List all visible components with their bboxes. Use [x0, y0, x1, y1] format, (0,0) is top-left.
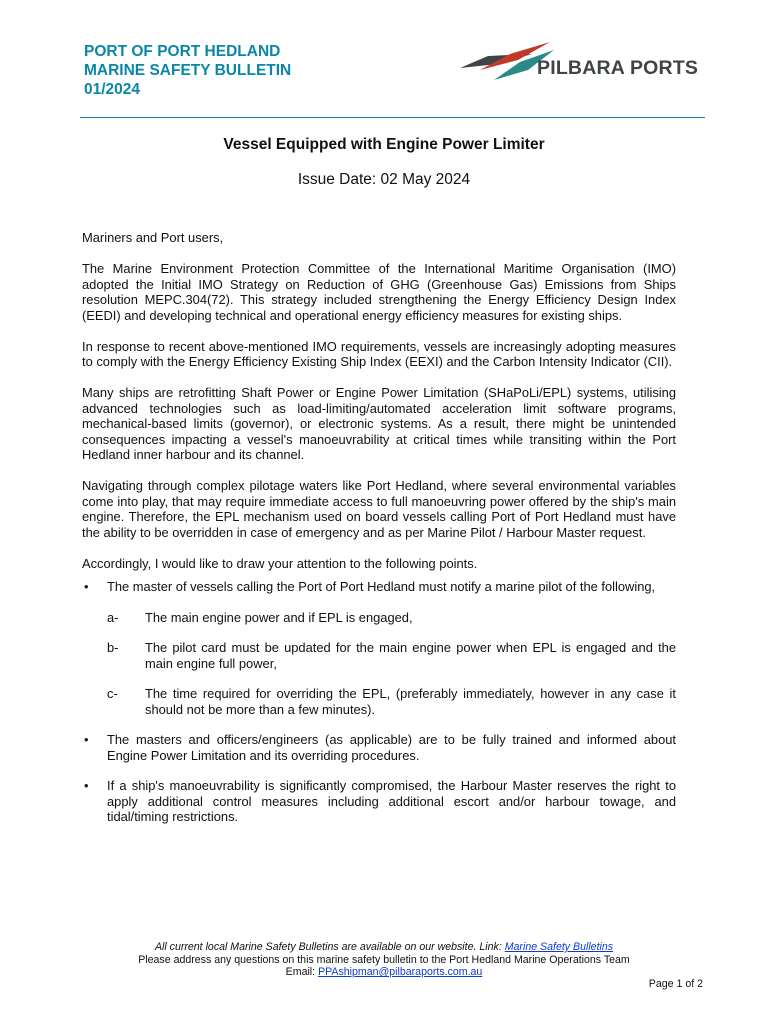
salutation: Mariners and Port users,	[82, 230, 224, 245]
sub-text: The main engine power and if EPL is engaged,	[145, 609, 413, 625]
issue-date-line	[0, 171, 768, 189]
bulletin-header-title	[84, 42, 414, 99]
footer-email-label: Email:	[285, 966, 316, 978]
document-title: Vessel Equipped with Engine Power Limiter	[223, 136, 545, 153]
list-item	[82, 732, 676, 763]
page-number: Page 1 of 2	[648, 978, 703, 990]
bullet-text: If a ship's manoeuvrability is significantly compromised, the Harbour Master reserves the right to apply additional control measures including additional escort and/or harbour towage, and tidal/timing restrictions.	[107, 778, 676, 824]
paragraph-imo-strategy: The Marine Environment Protection Committee of the International Maritime Organisation (IMO) adopted the Initial IMO Strategy on Reduction of GHG (Greenhouse Gas) Emissions from Ships resolution MEPC.304(72). This strategy included strengthening the Energy Efficiency Design Index (EEDI) and developing technical and operational energy efficiency measures for existing ships.	[82, 261, 676, 323]
lead-in: Accordingly, I would like to draw your attention to the following points.	[82, 555, 478, 571]
bullet-icon: •	[84, 732, 89, 747]
sub-letter: a-	[107, 609, 119, 625]
sub-list	[107, 610, 676, 718]
header-line-number: 01/2024	[84, 81, 141, 98]
paragraph-pilotage-waters: Navigating through complex pilotage waters like Port Hedland, where several environmental variables come into play, that may require immediate access to full manoeuvring power offered by the ship's main engine. Therefore, the EPL mechanism used on board vessels calling Port of Port Hedland must have the ability to be overridden in case of emergency and as per Marine Pilot / Harbour Master request.	[82, 478, 676, 540]
sub-item-b	[107, 640, 676, 671]
sub-item-a	[107, 610, 676, 626]
footer-website-note: All current local Marine Safety Bulletins are available on our website. Link:	[154, 941, 502, 953]
header-line-bulletin: MARINE SAFETY BULLETIN	[84, 62, 292, 79]
footer-contact-note: Please address any questions on this marine safety bulletin to the Port Hedland Marine Operations Team	[138, 953, 630, 966]
footer	[0, 941, 768, 979]
bullet-text: The master of vessels calling the Port of Port Hedland must notify a marine pilot of the following,	[107, 579, 656, 594]
bulletin-body	[82, 230, 676, 825]
email-link[interactable]: PPAshipman@pilbaraports.com.au	[318, 966, 483, 978]
header-line-port: PORT OF PORT HEDLAND	[84, 43, 281, 60]
marine-safety-bulletins-link[interactable]: Marine Safety Bulletins	[504, 941, 614, 953]
issue-date-label: Issue Date:	[297, 171, 377, 188]
bullet-icon: •	[84, 579, 89, 594]
issue-date-value: 02 May 2024	[380, 171, 471, 188]
sub-letter: b-	[107, 640, 119, 655]
paragraph-shapoli-epl: Many ships are retrofitting Shaft Power or Engine Power Limitation (SHaPoLi/EPL) systems, utilising advanced technologies such as load-limiting/automated acceleration limit software programs, mechanical-based limits (governor), or electronic systems. As a result, there might be unintended consequences impacting a vessel's manoeuvrability at critical times while transiting within the Port Hedland inner harbour and its channel.	[82, 385, 676, 462]
points-list	[82, 579, 676, 825]
list-item	[82, 778, 676, 825]
bullet-icon: •	[84, 778, 89, 793]
list-item	[82, 579, 676, 717]
header-divider	[80, 117, 705, 118]
bullet-text: The masters and officers/engineers (as applicable) are to be fully trained and informed about Engine Power Limitation and its overriding procedures.	[107, 732, 676, 763]
sub-letter: c-	[107, 686, 118, 701]
paragraph-eexi-cii: In response to recent above-mentioned IMO requirements, vessels are increasingly adopting measures to comply with the Energy Efficiency Existing Ship Index (EEXI) and the Carbon Intensity Indicator (CII).	[82, 338, 676, 369]
sub-text: The time required for overriding the EPL, (preferably immediately, however in any case it should not be more than a few minutes).	[145, 686, 676, 717]
logo-wordmark: PILBARA PORTS	[537, 57, 699, 79]
sub-text: The pilot card must be updated for the main engine power when EPL is engaged and the main engine full power,	[145, 640, 676, 671]
sub-item-c	[107, 686, 676, 717]
